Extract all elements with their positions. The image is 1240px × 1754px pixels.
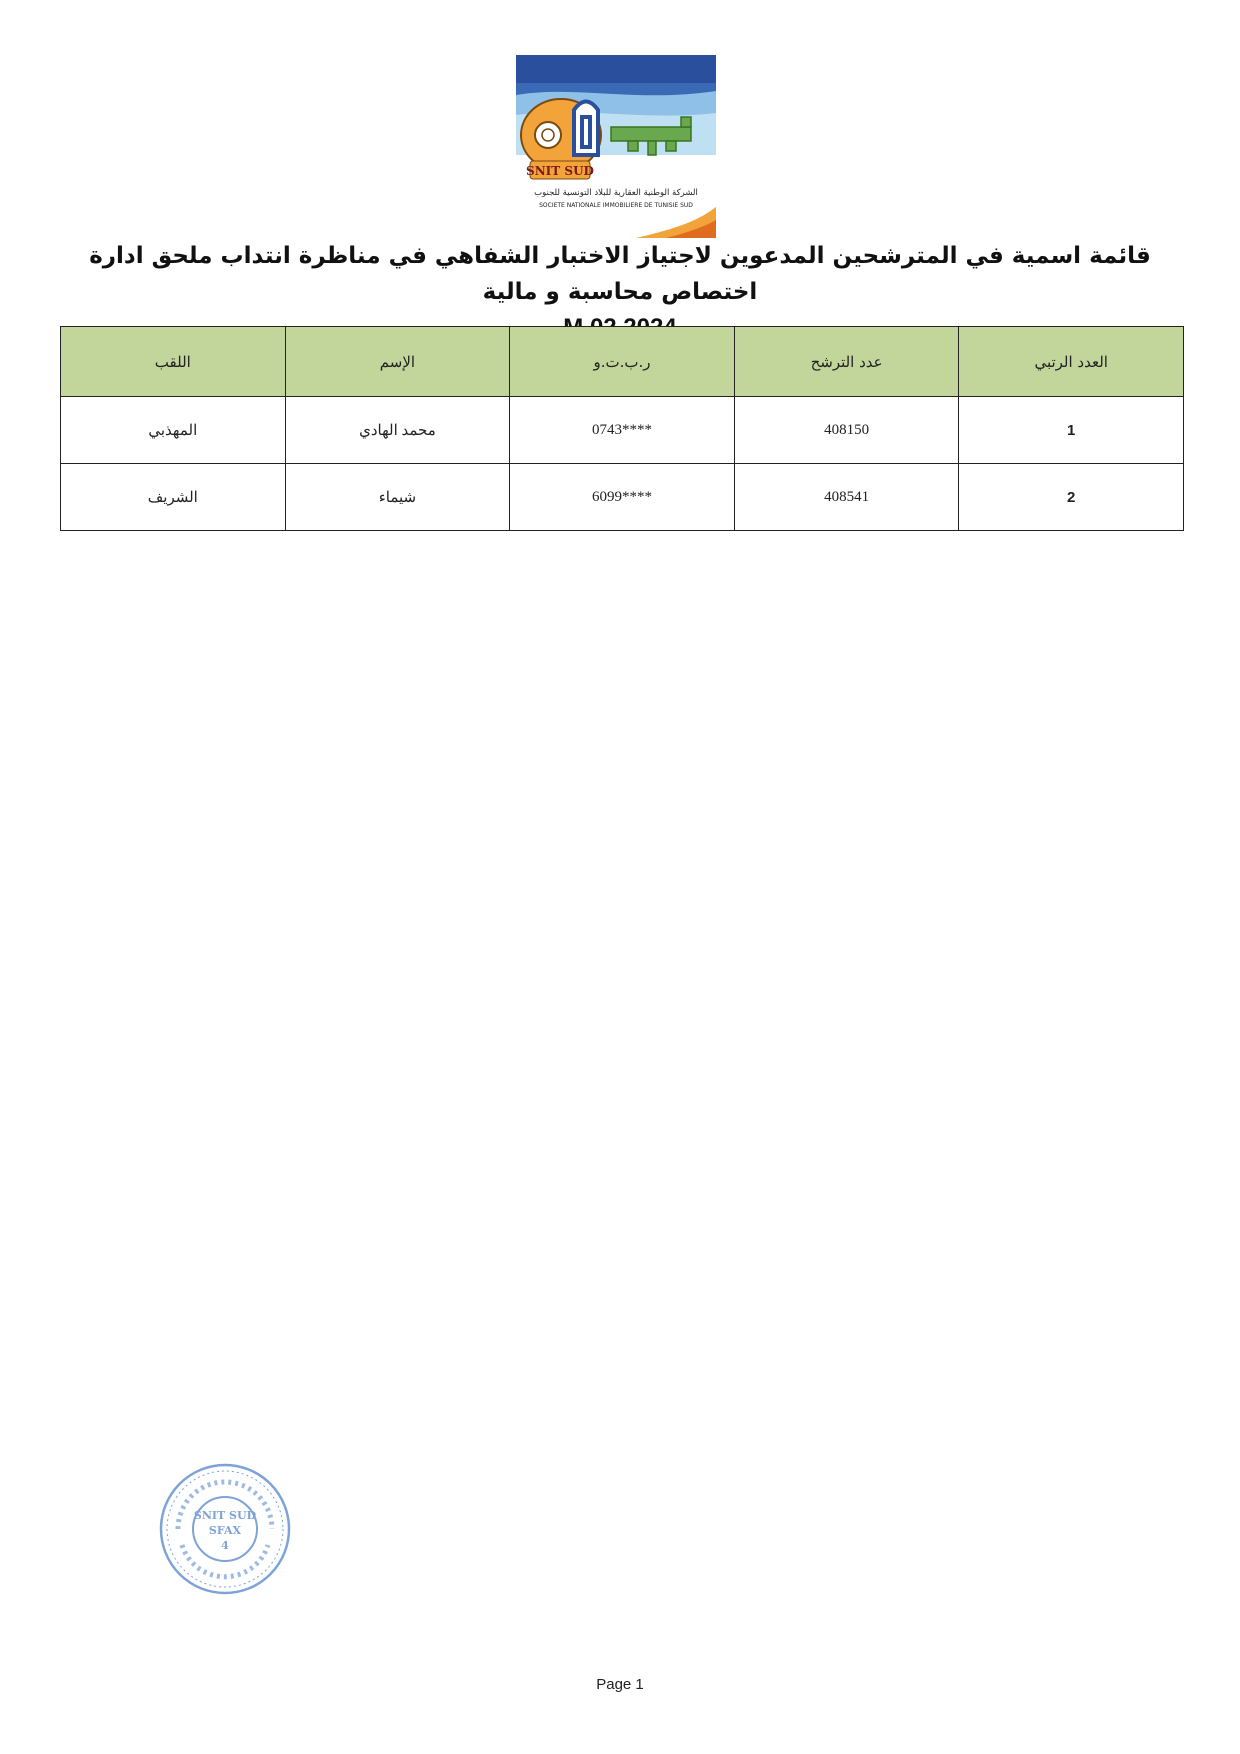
stamp-line-1: SNIT SUD xyxy=(193,1509,257,1522)
title-text: قائمة اسمية في المترشحين المدعوين لاجتياز الاختبار الشفاهي في مناظرة انتداب ملحق ادارة اختصاص محاسبة و مالية xyxy=(89,243,1151,305)
cell-last-name: الشريف xyxy=(61,464,286,531)
cell-id-number: ****0743 xyxy=(510,397,735,464)
cell-last-name: المهذبي xyxy=(61,397,286,464)
cell-first-name: شيماء xyxy=(285,464,510,531)
logo-brand-text: SNIT SUD xyxy=(526,164,594,178)
cell-rank: 1 xyxy=(959,397,1184,464)
header-rank: العدد الرتبي xyxy=(959,327,1184,397)
stamp-graphic xyxy=(156,1461,294,1597)
header-first-name: الإسم xyxy=(285,327,510,397)
company-logo xyxy=(516,55,716,238)
page-number: Page 1 xyxy=(596,1676,644,1693)
stamp-line-3: 4 xyxy=(221,1539,229,1552)
header-last-name: اللقب xyxy=(61,327,286,397)
logo-name-ar: الشركة الوطنية العقارية للبلاد التونسية للجنوب xyxy=(534,188,698,198)
cell-id-number: ****6099 xyxy=(510,464,735,531)
stamp-line-2: SFAX xyxy=(208,1524,242,1537)
cell-application-number: 408150 xyxy=(734,397,959,464)
cell-application-number: 408541 xyxy=(734,464,959,531)
snit-sud-logo-graphic xyxy=(516,55,716,238)
table-header-row xyxy=(61,327,1184,397)
table-row xyxy=(61,464,1184,531)
candidates-table xyxy=(60,326,1184,531)
cell-rank: 2 xyxy=(959,464,1184,531)
cell-first-name: محمد الهادي xyxy=(285,397,510,464)
table-row xyxy=(61,397,1184,464)
header-application-number: عدد الترشح xyxy=(734,327,959,397)
header-id-number: ر.ب.ت.و xyxy=(510,327,735,397)
official-stamp xyxy=(156,1461,294,1597)
logo-name-fr: SOCIETE NATIONALE IMMOBILIERE DE TUNISIE SUD xyxy=(539,202,693,209)
